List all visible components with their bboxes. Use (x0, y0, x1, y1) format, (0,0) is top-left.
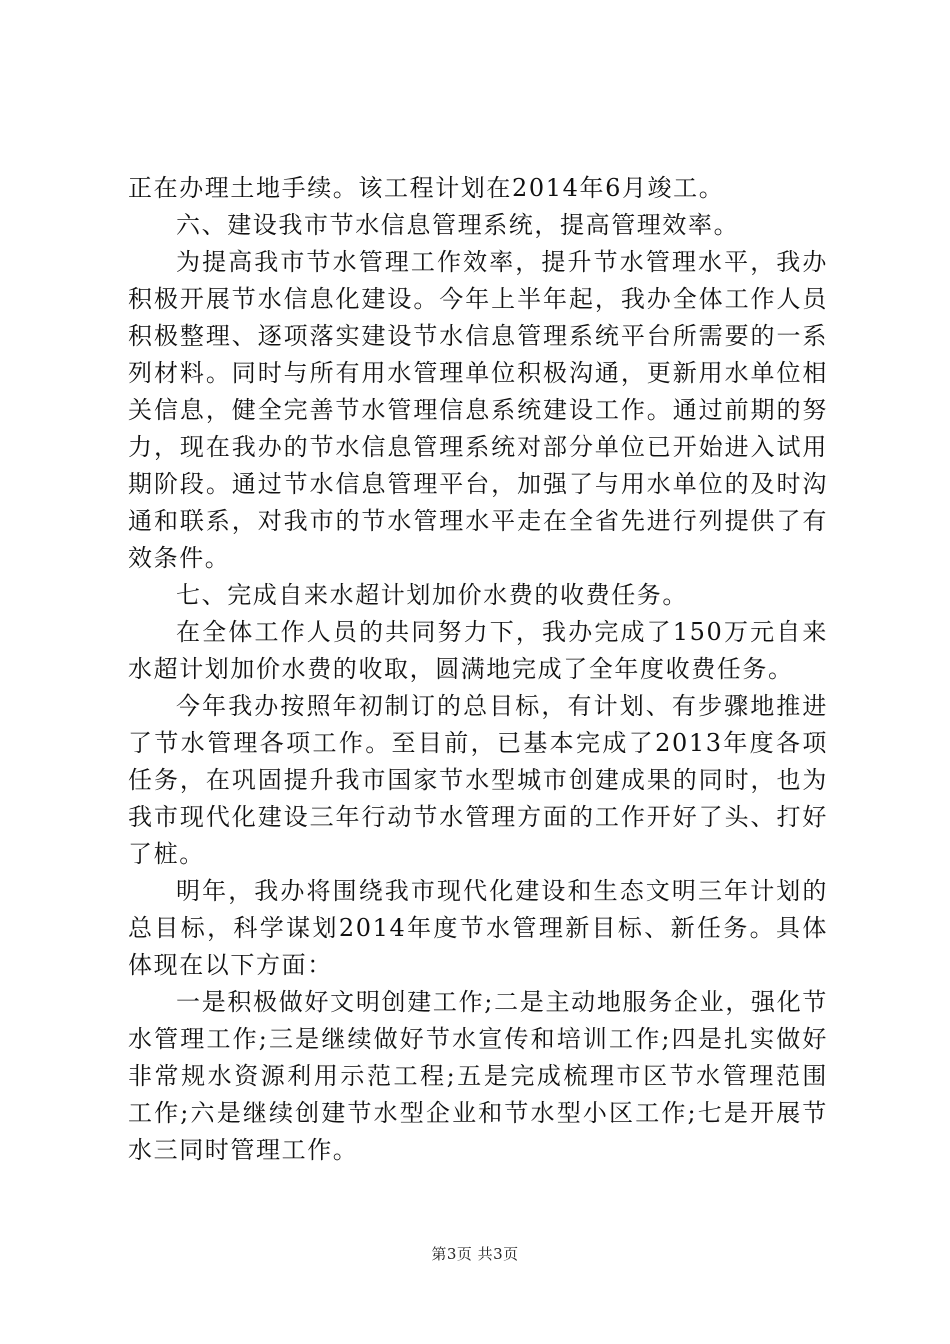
document-body (128, 170, 828, 1169)
paragraph-continuation: 正在办理土地手续。该工程计划在2014年6月竣工。 (128, 174, 725, 202)
page-footer: 第3页 共3页 (431, 1245, 519, 1263)
paragraph-plan-items: 一是积极做好文明创建工作;二是主动地服务企业，强化节水管理工作;三是继续做好节水宣传和培训工作;四是扎实做好非常规水资源利用示范工程;五是完成梳理市区节水管理范围工作;六是继续创建节水型企业和节水型小区工作;七是开展节水三同时管理工作。 (128, 988, 828, 1164)
section-heading-six: 六、建设我市节水信息管理系统，提高管理效率。 (176, 211, 740, 239)
paragraph-info-system: 为提高我市节水管理工作效率，提升节水管理水平，我办积极开展节水信息化建设。今年上半年起，我办全体工作人员积极整理、逐项落实建设节水信息管理系统平台所需要的一系列材料。同时与所有用水管理单位积极沟通，更新用水单位相关信息，健全完善节水管理信息系统建设工作。通过前期的努力，现在我办的节水信息管理系统对部分单位已开始进入试用期阶段。通过节水信息管理平台，加强了与用水单位的及时沟通和联系，对我市的节水管理水平走在全省先进行列提供了有效条件。 (128, 248, 828, 572)
paragraph-fee-collection: 在全体工作人员的共同努力下，我办完成了150万元自来水超计划加价水费的收取，圆满地完成了全年度收费任务。 (128, 618, 828, 683)
section-heading-seven: 七、完成自来水超计划加价水费的收费任务。 (176, 581, 688, 609)
paragraph-next-year: 明年，我办将围绕我市现代化建设和生态文明三年计划的总目标，科学谋划2014年度节水管理新目标、新任务。具体体现在以下方面： (128, 877, 828, 979)
paragraph-year-summary: 今年我办按照年初制订的总目标，有计划、有步骤地推进了节水管理各项工作。至目前，已基本完成了2013年度各项任务，在巩固提升我市国家节水型城市创建成果的同时，也为我市现代化建设三年行动节水管理方面的工作开好了头、打好了桩。 (128, 692, 828, 868)
